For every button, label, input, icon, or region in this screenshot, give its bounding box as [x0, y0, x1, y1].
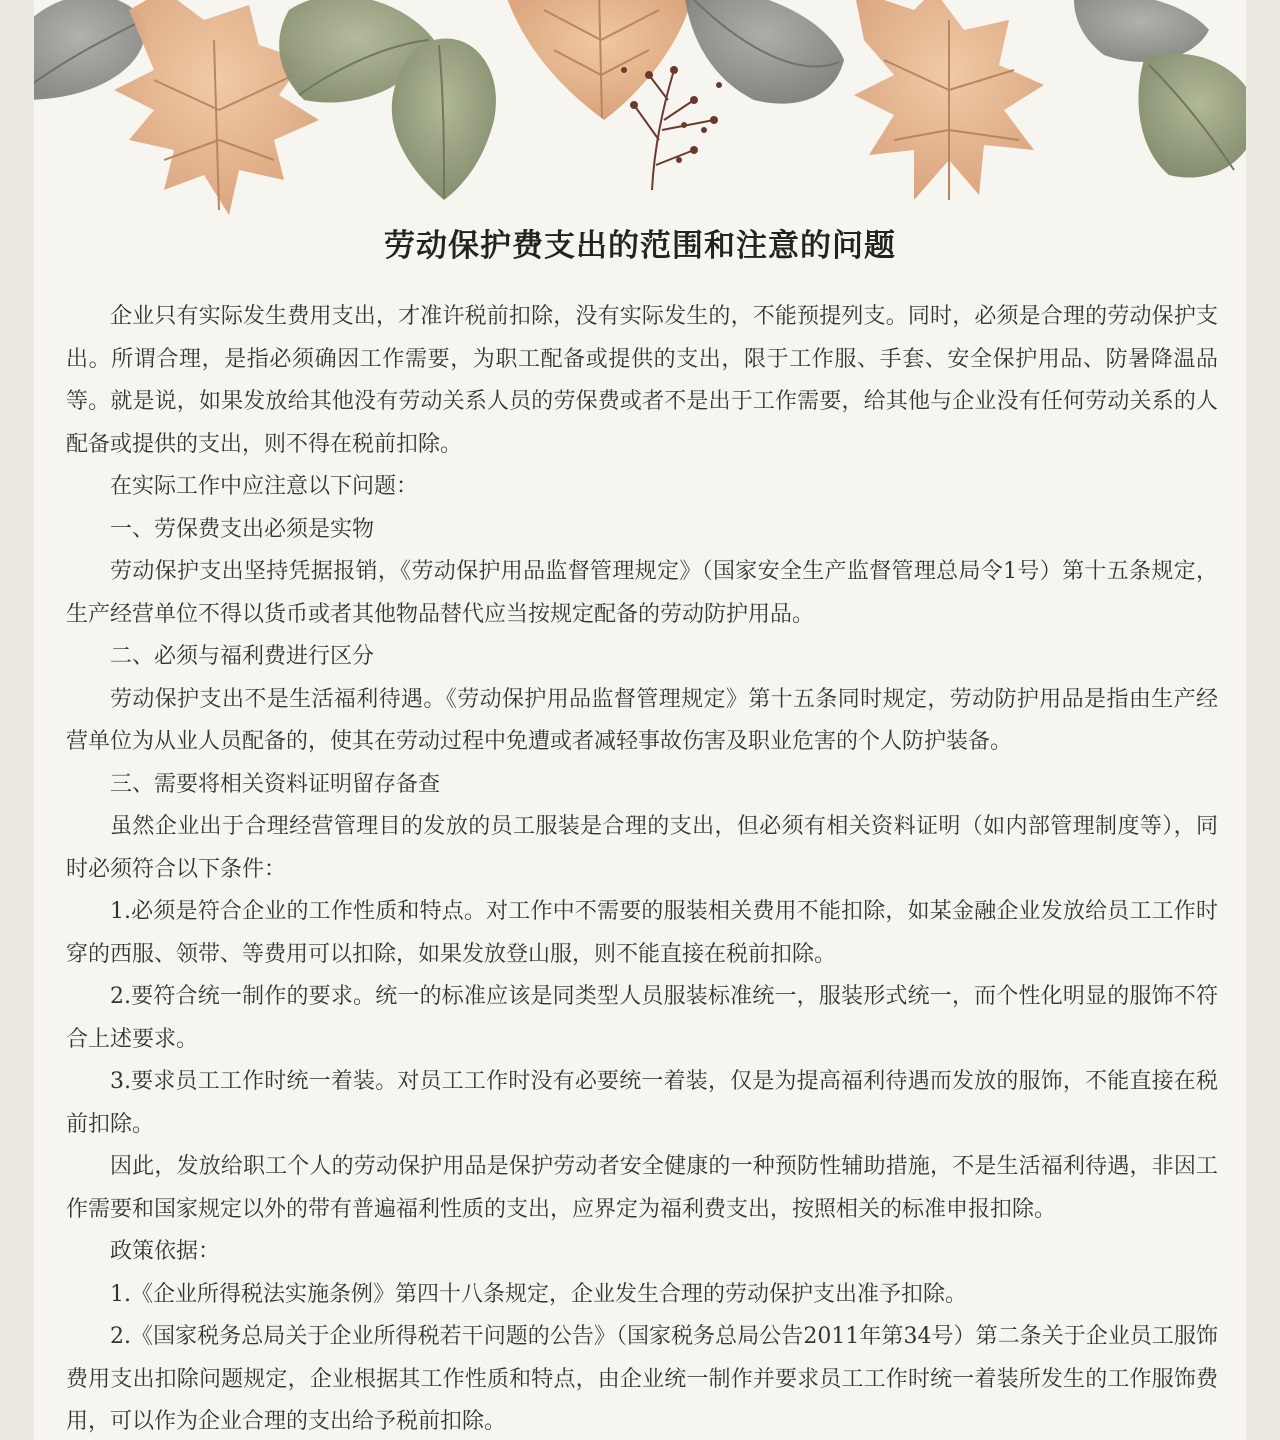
condition-item-1: 1.必须是符合企业的工作性质和特点。对工作中不需要的服装相关费用不能扣除，如某金融企业发放给员工工作时穿的西服、领带、等费用可以扣除，如果发放登山服，则不能直接在税前扣除。	[66, 899, 1218, 967]
paragraph-intro: 企业只有实际发生费用支出，才准许税前扣除，没有实际发生的，不能预提列支。同时，必须是合理的劳动保护支出。所谓合理，是指必须确因工作需要，为职工配备或提供的支出，限于工作服、手套、安全保护用品、防暑降温品等。就是说，如果发放给其他没有劳动关系人员的劳保费或者不是出于工作需要，给其他与企业没有任何劳动关系的人配备或提供的支出，则不得在税前扣除。	[66, 304, 1218, 457]
article-title: 劳动保护费支出的范围和注意的问题	[384, 228, 896, 264]
green-leaf-right	[1138, 54, 1246, 178]
policy-item-1: 1.《企业所得税法实施条例》第四十八条规定，企业发生合理的劳动保护支出准予扣除。	[110, 1281, 967, 1307]
paragraph-conclusion: 因此，发放给职工个人的劳动保护用品是保护劳动者安全健康的一种预防性辅助措施，不是生活福利待遇，非因工作需要和国家规定以外的带有普遍福利性质的支出，应界定为福利费支出，按照相关的标准申报扣除。	[66, 1154, 1218, 1222]
policy-item-2: 2.《国家税务总局关于企业所得税若干问题的公告》（国家税务总局公告2011年第34号）第二条关于企业员工服饰费用支出扣除问题规定，企业根据其工作性质和特点，由企业统一制作并要求员工工作时统一着装所发生的工作服饰费用，可以作为企业合理的支出给予税前扣除。	[66, 1324, 1218, 1434]
paragraph-issues-lead: 在实际工作中应注意以下问题：	[110, 474, 419, 499]
article-body	[66, 296, 1218, 1440]
article-page	[34, 0, 1246, 1440]
condition-item-2: 2.要符合统一制作的要求。统一的标准应该是同类型人员服装标准统一，服装形式统一，而个性化明显的服饰不符合上述要求。	[66, 984, 1218, 1052]
policy-basis-heading: 政策依据：	[110, 1239, 221, 1264]
gray-leaf-right	[1074, 0, 1209, 62]
condition-item-3: 3.要求员工工作时统一着装。对员工工作时没有必要统一着装，仅是为提高福利待遇而发放的服饰，不能直接在税前扣除。	[66, 1069, 1218, 1137]
paragraph-section-3: 虽然企业出于合理经营管理目的发放的员工服装是合理的支出，但必须有相关资料证明（如内部管理制度等），同时必须符合以下条件：	[66, 814, 1218, 882]
paragraph-section-2: 劳动保护支出不是生活福利待遇。《劳动保护用品监督管理规定》第十五条同时规定，劳动防护用品是指由生产经营单位为从业人员配备的，使其在劳动过程中免遭或者减轻事故伤害及职业危害的个人防护装备。	[66, 686, 1218, 754]
paragraph-section-1: 劳动保护支出坚持凭据报销，《劳动保护用品监督管理规定》（国家安全生产监督管理总局令1号）第十五条规定，生产经营单位不得以货币或者其他物品替代应当按规定配备的劳动防护用品。	[66, 559, 1218, 627]
section-heading-1: 一、劳保费支出必须是实物	[110, 516, 375, 542]
leaf-banner-decoration	[34, 0, 1246, 230]
section-heading-3: 三、需要将相关资料证明留存备查	[110, 771, 441, 797]
section-heading-2: 二、必须与福利费进行区分	[110, 644, 375, 669]
